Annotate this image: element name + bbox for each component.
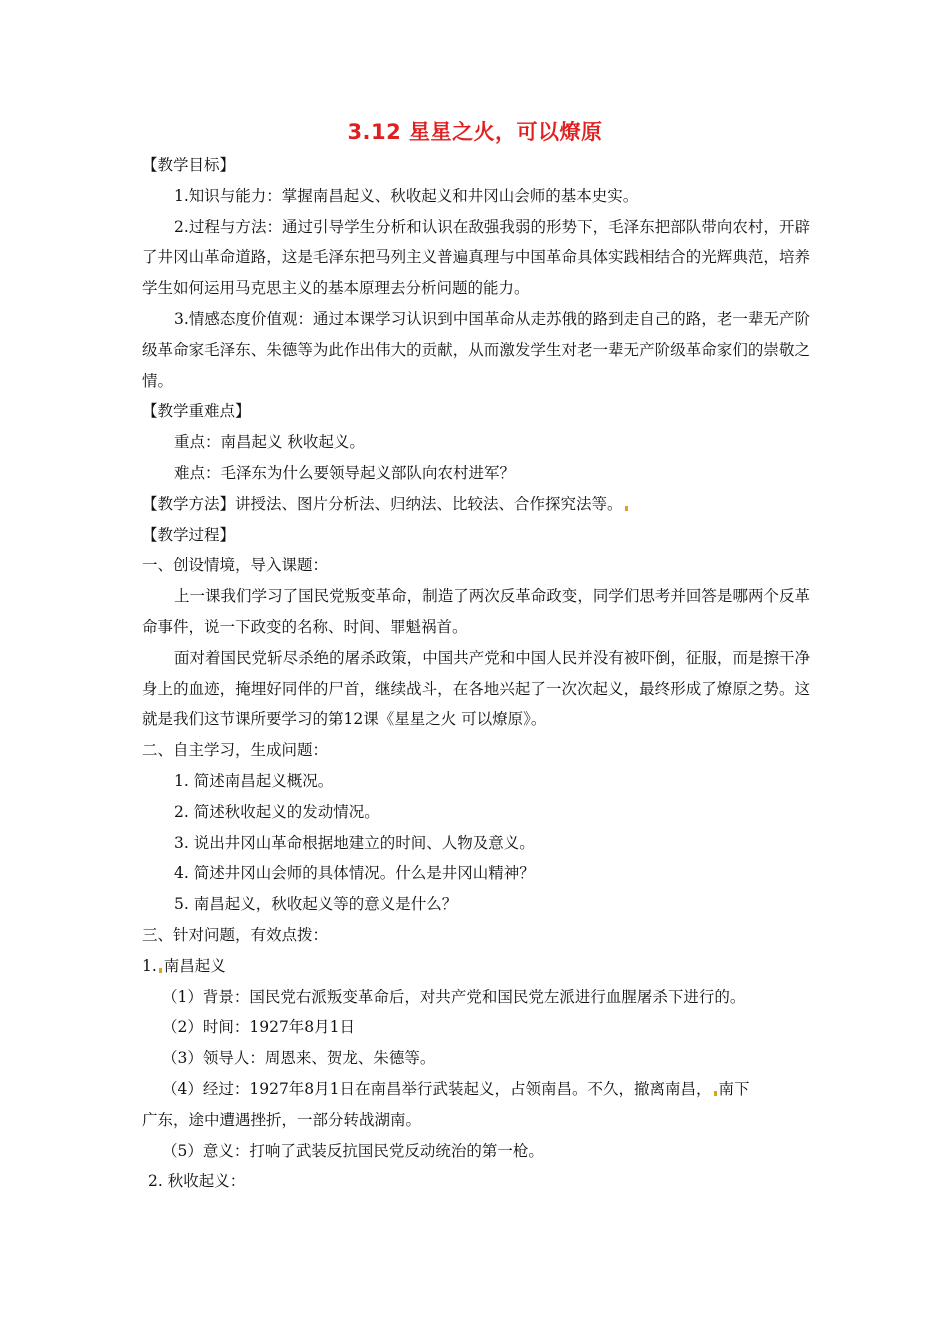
teaching-method-text: 【教学方法】讲授法、图片分析法、归纳法、比较法、合作探究法等。	[142, 494, 623, 513]
goal-2: 2.过程与方法：通过引导学生分析和认识在敌强我弱的形势下，毛泽东把部队带向农村，开辟了井冈山革命道路，这是毛泽东把马列主义普遍真理与中国革命具体实践相结合的光辉典范，培养学生如何运用马克思主义的基本原理去分析问题的能力。	[142, 217, 810, 298]
nanchang-time: （2）时间：1927年8月1日	[162, 1018, 356, 1037]
yellow-mark-icon	[159, 968, 162, 973]
key-point: 重点：南昌起义 秋收起义。	[174, 433, 365, 452]
nanchang-heading-text: 南昌起义	[163, 956, 226, 975]
part1-paragraph-1: 上一课我们学习了国民党叛变革命，制造了两次反革命政变，同学们思考并回答是哪两个反革命事件，说一下政变的名称、时间、罪魁祸首。	[142, 587, 810, 636]
nanchang-process-cont: 广东，途中遭遇挫折，一部分转战湖南。	[142, 1110, 422, 1129]
nanchang-leaders: （3）领导人：周恩来、贺龙、朱德等。	[162, 1049, 436, 1068]
autumn-heading: 2. 秋收起义：	[148, 1172, 246, 1191]
goal-1: 1.知识与能力：掌握南昌起义、秋收起义和井冈山会师的基本史实。	[174, 186, 639, 205]
goal-3: 3.情感态度价值观：通过本课学习认识到中国革命从走苏俄的路到走自己的路，老一辈无产阶级革命家毛泽东、朱德等为此作出伟大的贡献，从而激发学生对老一辈无产阶级革命家们的崇敬之情。	[142, 309, 810, 390]
nanchang-heading	[142, 951, 810, 982]
question-2: 2. 简述秋收起义的发动情况。	[174, 802, 380, 821]
part1-heading: 一、创设情境，导入课题：	[142, 556, 329, 575]
part1-paragraph-2: 面对着国民党斩尽杀绝的屠杀政策，中国共产党和中国人民并没有被吓倒，征服，而是擦干净身上的血迹，掩埋好同伴的尸首，继续战斗，在各地兴起了一次次起义，最终形成了燎原之势。这就是我们这节课所要学习的第12课《星星之火 可以燎原》。	[142, 648, 810, 729]
goals-heading: 【教学目标】	[142, 156, 236, 174]
process-heading: 【教学过程】	[142, 525, 236, 544]
part3-heading: 三、针对问题，有效点拨：	[142, 925, 329, 944]
hard-point: 难点：毛泽东为什么要领导起义部队向农村进军？	[174, 463, 516, 482]
teaching-method	[142, 489, 810, 520]
key-points-heading: 【教学重难点】	[142, 402, 251, 421]
document-body	[142, 150, 810, 1197]
nanchang-process-text-b: 南下	[718, 1079, 750, 1098]
yellow-mark-icon	[625, 506, 628, 511]
nanchang-significance: （5）意义：打响了武装反抗国民党反动统治的第一枪。	[162, 1141, 544, 1160]
nanchang-heading-number: 1.	[142, 956, 157, 975]
question-4: 4. 简述井冈山会师的具体情况。什么是井冈山精神？	[174, 864, 535, 883]
nanchang-background: （1）背景：国民党右派叛变革命后，对共产党和国民党左派进行血腥屠杀下进行的。	[162, 987, 746, 1006]
part2-heading: 二、自主学习，生成问题：	[142, 741, 329, 760]
nanchang-process	[142, 1074, 810, 1105]
question-5: 5. 南昌起义，秋收起义等的意义是什么？	[174, 895, 458, 914]
question-3: 3. 说出井冈山革命根据地建立的时间、人物及意义。	[174, 833, 535, 852]
yellow-mark-icon	[714, 1091, 717, 1096]
question-1: 1. 简述南昌起义概况。	[174, 771, 334, 790]
nanchang-process-text-a: （4）经过：1927年8月1日在南昌举行武装起义，占领南昌。不久，撤离南昌，	[162, 1079, 712, 1098]
page-title: 3.12 星星之火，可以燎原	[347, 120, 603, 144]
